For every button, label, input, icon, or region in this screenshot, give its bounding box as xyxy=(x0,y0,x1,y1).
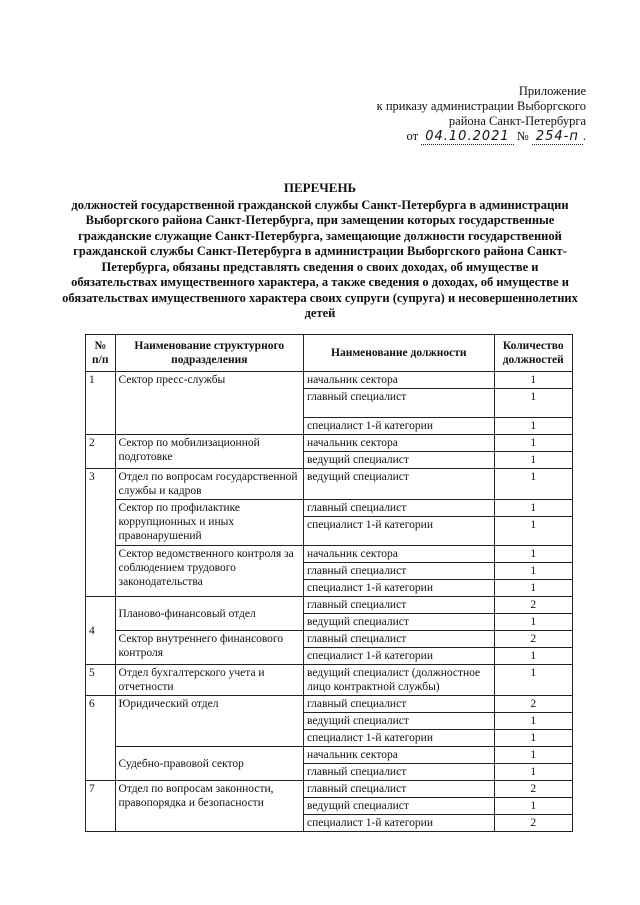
position-count: 1 xyxy=(494,546,572,563)
row-num: 7 xyxy=(86,781,116,832)
position-name: главный специалист xyxy=(304,631,495,648)
position-count: 1 xyxy=(494,435,572,452)
header-num: № п/п xyxy=(86,335,116,372)
header-position: Наименование должности xyxy=(304,335,495,372)
position-name: начальник сектора xyxy=(304,747,495,764)
position-count: 1 xyxy=(494,389,572,418)
appendix-district: района Санкт-Петербурга xyxy=(448,114,586,128)
position-count: 1 xyxy=(494,580,572,597)
title-body: должностей государственной гражданской службы Санкт-Петербурга в администрации Выборгского района Санкт-Петербурга, при замещении которых государственные гражданские служащие Санкт-Петербурга, замещающие должности государственной гражданской службы Санкт-Петербурга в администрации Выборгского района Санкт-Петербурга, обязаны представлять сведения о своих доходах, об имуществе и обязательствах имущественного характера, а также сведения о доходах, об имуществе и обязательствах имущественного характера своих супруги (супруга) и несовершеннолетних детей xyxy=(62,197,578,320)
row-num: 3 xyxy=(86,469,116,597)
dept-name: Отдел по вопросам законности, правопорядка и безопасности xyxy=(115,781,303,832)
table-row xyxy=(86,372,573,389)
row-num: 5 xyxy=(86,665,116,696)
position-count: 1 xyxy=(494,747,572,764)
position-name: специалист 1-й категории xyxy=(304,648,495,665)
row-num: 2 xyxy=(86,435,116,469)
position-name: начальник сектора xyxy=(304,546,495,563)
position-count: 1 xyxy=(494,798,572,815)
position-name: главный специалист xyxy=(304,389,495,418)
position-count: 1 xyxy=(494,517,572,546)
position-count: 1 xyxy=(494,730,572,747)
table-row xyxy=(86,665,573,696)
position-name: специалист 1-й категории xyxy=(304,580,495,597)
position-count: 1 xyxy=(494,372,572,389)
position-name: специалист 1-й категории xyxy=(304,730,495,747)
position-name: ведущий специалист xyxy=(304,469,495,500)
order-date-number: от 04.10.2021 № 254-п . xyxy=(406,129,586,144)
appendix-order-ref: к приказу администрации Выборгского xyxy=(376,99,586,113)
position-name: начальник сектора xyxy=(304,435,495,452)
position-count: 1 xyxy=(494,563,572,580)
position-count: 2 xyxy=(494,696,572,713)
document-title xyxy=(0,180,640,322)
position-count: 1 xyxy=(494,418,572,435)
position-name: главный специалист xyxy=(304,696,495,713)
position-count: 1 xyxy=(494,452,572,469)
position-count: 2 xyxy=(494,815,572,832)
dept-name: Судебно-правовой сектор xyxy=(115,747,303,781)
header-dept: Наименование структурного подразделения xyxy=(115,335,303,372)
position-name: главный специалист xyxy=(304,563,495,580)
row-num: 4 xyxy=(86,597,116,665)
table-row xyxy=(86,747,573,764)
table-row xyxy=(86,781,573,798)
table-header-row xyxy=(86,335,573,372)
table-row xyxy=(86,597,573,614)
position-count: 2 xyxy=(494,631,572,648)
position-name: ведущий специалист xyxy=(304,798,495,815)
appendix-title: Приложение xyxy=(518,84,586,98)
table-row xyxy=(86,469,573,500)
position-name: специалист 1-й категории xyxy=(304,418,495,435)
position-name: начальник сектора xyxy=(304,372,495,389)
dept-name: Сектор внутреннего финансового контроля xyxy=(115,631,303,665)
order-number: 254-п xyxy=(532,129,583,145)
appendix-block xyxy=(377,84,586,144)
position-name: главный специалист xyxy=(304,597,495,614)
position-name: ведущий специалист xyxy=(304,614,495,631)
position-name: главный специалист xyxy=(304,500,495,517)
position-name: специалист 1-й категории xyxy=(304,517,495,546)
position-count: 2 xyxy=(494,597,572,614)
position-name: главный специалист xyxy=(304,781,495,798)
row-num: 1 xyxy=(86,372,116,435)
table-row xyxy=(86,696,573,713)
position-count: 1 xyxy=(494,713,572,730)
dept-name: Сектор пресс-службы xyxy=(115,372,303,435)
order-date: 04.10.2021 xyxy=(421,129,513,145)
table-row xyxy=(86,500,573,517)
dept-name: Сектор по профилактике коррупционных и иных правонарушений xyxy=(115,500,303,546)
dept-name: Планово-финансовый отдел xyxy=(115,597,303,631)
position-count: 1 xyxy=(494,469,572,500)
position-count: 1 xyxy=(494,665,572,696)
table-row xyxy=(86,435,573,452)
title-heading: ПЕРЕЧЕНЬ xyxy=(283,180,357,195)
dept-name: Отдел бухгалтерского учета и отчетности xyxy=(115,665,303,696)
dept-name: Юридический отдел xyxy=(115,696,303,747)
dept-name: Отдел по вопросам государственной службы и кадров xyxy=(115,469,303,500)
positions-table xyxy=(85,334,573,832)
dept-name: Сектор ведомственного контроля за соблюдением трудового законодательства xyxy=(115,546,303,597)
dept-name: Сектор по мобилизационной подготовке xyxy=(115,435,303,469)
position-name: ведущий специалист xyxy=(304,713,495,730)
from-label: от xyxy=(406,129,419,143)
position-count: 1 xyxy=(494,648,572,665)
position-name: главный специалист xyxy=(304,764,495,781)
position-name: специалист 1-й категории xyxy=(304,815,495,832)
position-count: 1 xyxy=(494,614,572,631)
position-name: ведущий специалист xyxy=(304,452,495,469)
position-count: 2 xyxy=(494,781,572,798)
header-count: Количество должностей xyxy=(494,335,572,372)
table-row xyxy=(86,546,573,563)
position-count: 1 xyxy=(494,764,572,781)
position-count: 1 xyxy=(494,500,572,517)
position-name: ведущий специалист (должностное лицо контрактной службы) xyxy=(304,665,495,696)
table-row xyxy=(86,631,573,648)
row-num: 6 xyxy=(86,696,116,781)
number-label: № xyxy=(516,129,529,143)
